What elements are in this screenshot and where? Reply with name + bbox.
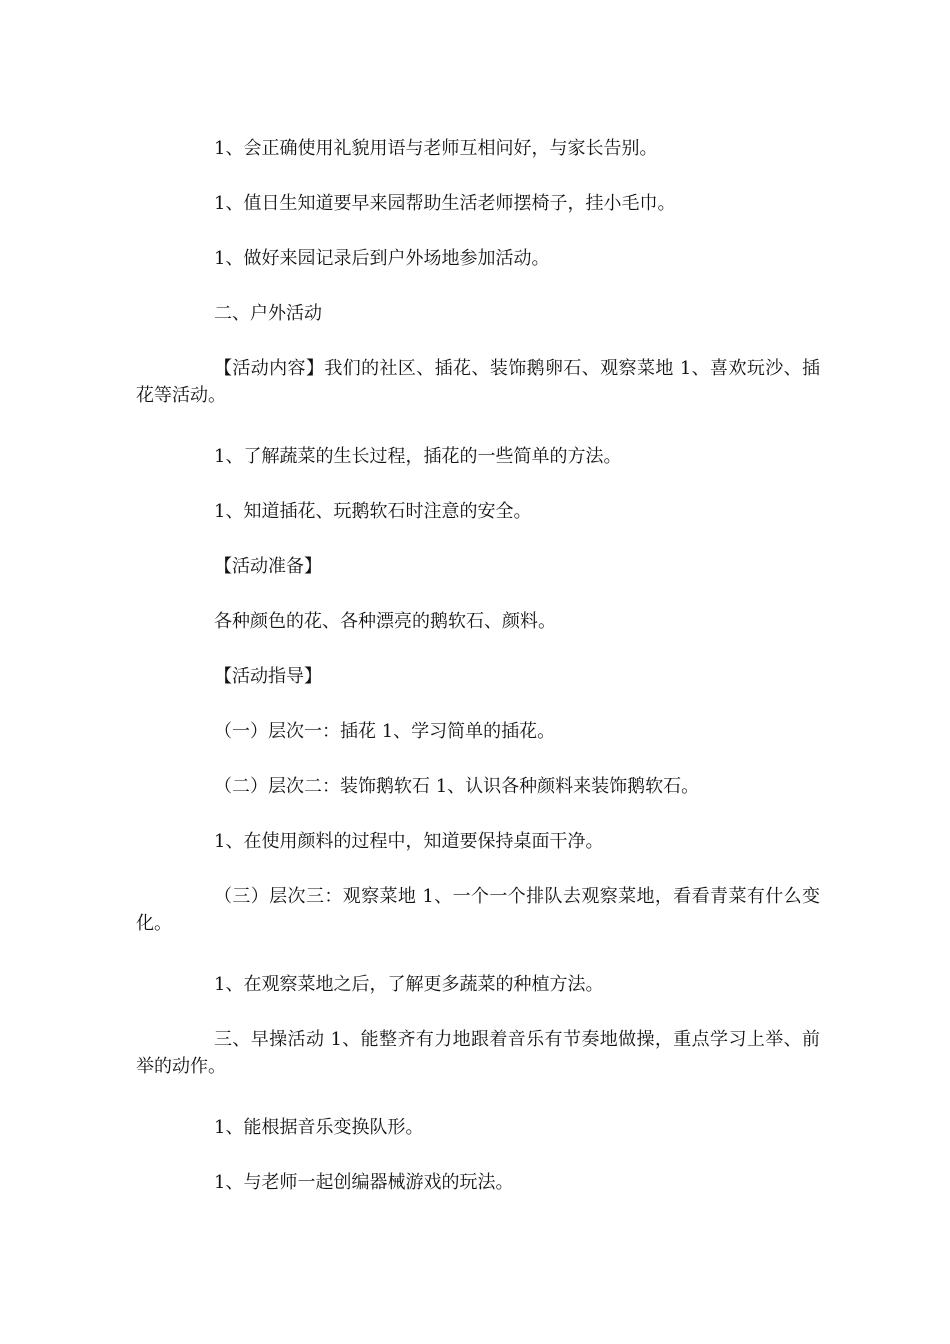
paragraph-equipment-game: 1、与老师一起创编器械游戏的玩法。	[214, 1172, 514, 1193]
heading-activity-guidance: 【活动指导】	[214, 666, 322, 687]
paragraph-greeting: 1、会正确使用礼貌用语与老师互相问好，与家长告别。	[214, 138, 658, 159]
paragraph-level-three: （三）层次三：观察菜地 1、一个一个排队去观察菜地，看看青菜有什么变化。	[136, 886, 820, 934]
paragraph-activity-content: 【活动内容】我们的社区、插花、装饰鹅卵石、观察菜地 1、喜欢玩沙、插花等活动。	[136, 358, 820, 406]
paragraph-safety: 1、知道插花、玩鹅软石时注意的安全。	[214, 501, 532, 522]
paragraph-formation: 1、能根据音乐变换队形。	[214, 1117, 424, 1138]
heading-activity-preparation: 【活动准备】	[214, 556, 322, 577]
section-heading-morning-exercise: 三、早操活动 1、能整齐有力地跟着音乐有节奏地做操，重点学习上举、前举的动作。	[136, 1029, 820, 1077]
paragraph-duty-student: 1、值日生知道要早来园帮助生活老师摆椅子，挂小毛巾。	[214, 193, 676, 214]
section-heading-outdoor: 二、户外活动	[214, 303, 322, 324]
paragraph-vegetable-growth: 1、了解蔬菜的生长过程，插花的一些简单的方法。	[214, 446, 622, 467]
paragraph-level-one: （一）层次一：插花 1、学习简单的插花。	[214, 721, 556, 742]
paragraph-materials: 各种颜色的花、各种漂亮的鹅软石、颜料。	[214, 611, 556, 632]
paragraph-arrival-record: 1、做好来园记录后到户外场地参加活动。	[214, 248, 550, 269]
paragraph-clean-desk: 1、在使用颜料的过程中，知道要保持桌面干净。	[214, 831, 604, 852]
paragraph-level-two: （二）层次二：装饰鹅软石 1、认识各种颜料来装饰鹅软石。	[214, 776, 700, 797]
paragraph-planting-methods: 1、在观察菜地之后，了解更多蔬菜的种植方法。	[214, 974, 604, 995]
